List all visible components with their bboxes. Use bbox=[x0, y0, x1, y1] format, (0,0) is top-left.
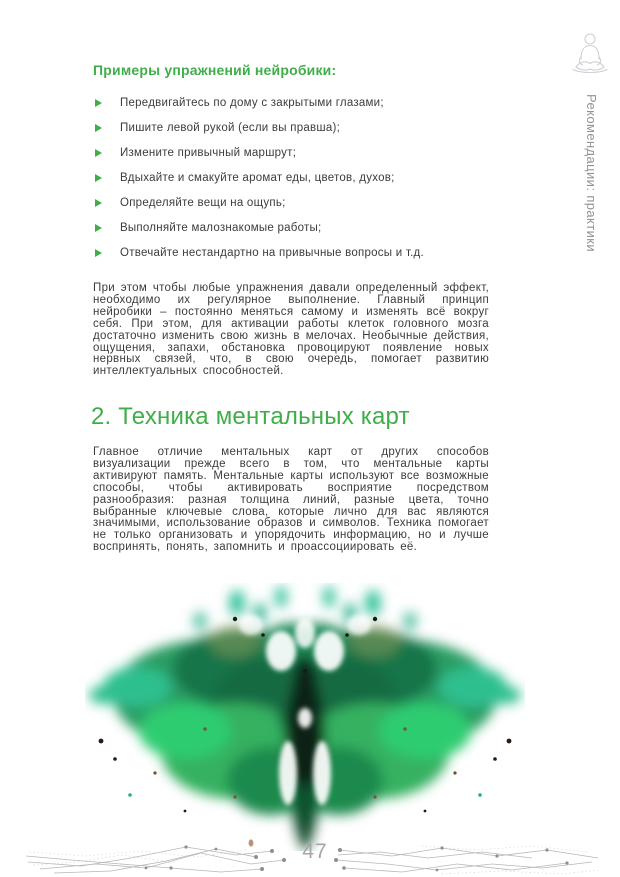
triangle-bullet-icon bbox=[95, 224, 102, 232]
list-item bbox=[93, 215, 493, 240]
list-item-label: Отвечайте нестандартно на привычные вопросы и т.д. bbox=[120, 246, 424, 259]
list-item-label: Передвигайтесь по дому с закрытыми глазами; bbox=[120, 96, 384, 109]
neurobics-paragraph: При этом чтобы любые упражнения давали определенный эффект, необходимо их регулярное выполнение. Главный принцип нейробики – постоянно меняться самому и изменять всё вокруг себя. При этом, для активации работы клеток головного мозга достаточно изменить свою жизнь в мелочах. Необычные действия, ощущения, запахи, обстановка провоцируют появление новых нервных связей, что, в свою очередь, помогает развитию интеллектуальных способностей. bbox=[93, 282, 489, 378]
list-item-label: Вдыхайте и смакуйте аромат еды, цветов, духов; bbox=[120, 171, 395, 184]
triangle-bullet-icon bbox=[95, 249, 102, 257]
list-item bbox=[93, 190, 493, 215]
list-item bbox=[93, 165, 493, 190]
network-lines-decoration-right bbox=[332, 838, 600, 877]
triangle-bullet-icon bbox=[95, 99, 102, 107]
triangle-bullet-icon bbox=[95, 199, 102, 207]
list-item bbox=[93, 90, 493, 115]
neurobics-heading: Примеры упражнений нейробики: bbox=[93, 62, 337, 78]
network-lines-decoration-left bbox=[26, 838, 288, 877]
list-item bbox=[93, 115, 493, 140]
page-number: 47 bbox=[302, 840, 328, 863]
list-item-label: Измените привычный маршрут; bbox=[120, 146, 297, 159]
meditation-icon bbox=[566, 30, 614, 80]
triangle-bullet-icon bbox=[95, 149, 102, 157]
list-item bbox=[93, 240, 493, 265]
triangle-bullet-icon bbox=[95, 124, 102, 132]
list-item-label: Пишите левой рукой (если вы правша); bbox=[120, 121, 341, 134]
mindmaps-heading: 2. Техника ментальных карт bbox=[91, 403, 410, 430]
triangle-bullet-icon bbox=[95, 174, 102, 182]
inkblot-illustration bbox=[85, 583, 525, 851]
list-item bbox=[93, 140, 493, 165]
sidebar-chapter-label: Рекомендации: практики bbox=[584, 94, 599, 253]
mindmaps-paragraph: Главное отличие ментальных карт от других способов визуализации прежде всего в том, что ментальные карты активируют память. Ментальные карты используют все возможные способы, чтобы активировать восприятие посредством разнообразия: разная толщина линий, разные цвета, точно выбранные ключевые слова, которые лично для вас являются значимыми, использование образов и символов. Техника помогает не только организовать и упорядочить информацию, но и лучше воспринять, понять, запомнить и проассоциировать её. bbox=[93, 446, 489, 554]
neurobics-list bbox=[93, 90, 493, 265]
list-item-label: Определяйте вещи на ощупь; bbox=[120, 196, 286, 209]
list-item-label: Выполняйте малознакомые работы; bbox=[120, 221, 322, 234]
